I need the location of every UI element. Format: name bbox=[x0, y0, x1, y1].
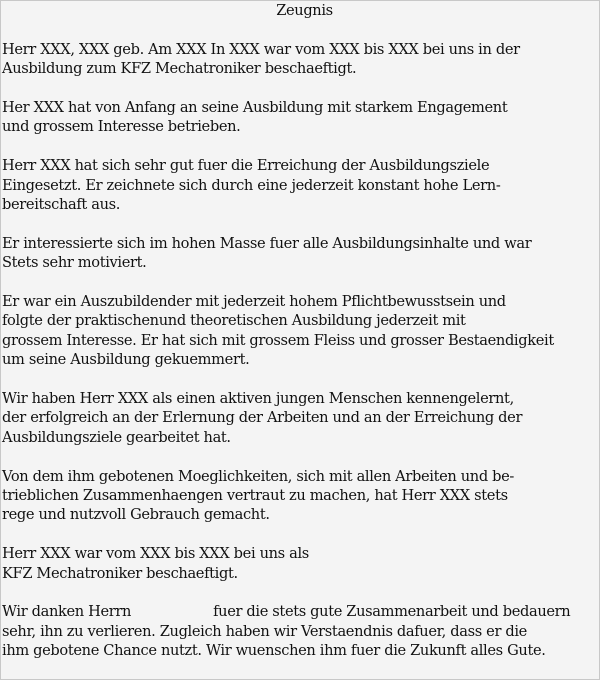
paragraph bbox=[2, 234, 599, 273]
paragraph-line: folgte der praktischenund theoretischen Ausbildung jederzeit mit bbox=[2, 312, 466, 330]
paragraph-line: Stets sehr motiviert. bbox=[2, 254, 147, 272]
closing-line-end: fuer die stets gute Zusammenarbeit und bedauern bbox=[213, 603, 571, 621]
paragraph-line: trieblichen Zusammenhaengen vertraut zu machen, hat Herr XXX stets bbox=[2, 487, 508, 505]
paragraph-line: und grossem Interesse betrieben. bbox=[2, 118, 241, 136]
paragraph bbox=[2, 467, 599, 525]
paragraph-line: KFZ Mechatroniker beschaeftigt. bbox=[2, 564, 238, 582]
paragraph-line: Herr XXX war vom XXX bis XXX bei uns als bbox=[2, 545, 309, 563]
paragraph bbox=[2, 389, 599, 447]
paragraph-line: grossem Interesse. Er hat sich mit grossem Fleiss und grosser Bestaendigkeit bbox=[2, 331, 554, 349]
paragraph-line: bereitschaft aus. bbox=[2, 196, 121, 213]
paragraph-line: Herr XXX hat sich sehr gut fuer die Erreichung der Ausbildungsziele bbox=[2, 157, 490, 175]
closing-line: ihm gebotene Chance nutzt. Wir wuenschen ihm fuer die Zukunft alles Gute. bbox=[2, 642, 546, 660]
paragraph-line: Er interessierte sich im hohen Masse fuer alle Ausbildungsinhalte und war bbox=[2, 234, 532, 252]
paragraph bbox=[2, 98, 599, 137]
closing-line bbox=[2, 602, 599, 621]
document-title: Zeugnis bbox=[276, 2, 333, 19]
paragraph bbox=[2, 544, 599, 583]
closing-line: sehr, ihn zu verlieren. Zugleich haben wir Verstaendnis dafuer, dass er die bbox=[2, 622, 527, 640]
paragraph-line: Ausbildung zum KFZ Mechatroniker beschaeftigt. bbox=[2, 60, 357, 78]
closing-line-start: Wir danken Herrn bbox=[2, 603, 132, 621]
paragraph bbox=[2, 292, 599, 370]
paragraph-line: Er war ein Auszubildender mit jederzeit hohem Pflichtbewusstsein und bbox=[2, 293, 506, 310]
paragraph-line: der erfolgreich an der Erlernung der Arbeiten und an der Erreichung der bbox=[2, 409, 523, 427]
paragraph-line: Ausbildungsziele gearbeitet hat. bbox=[2, 428, 231, 446]
paragraph-line: Herr XXX, XXX geb. Am XXX In XXX war vom XXX bis XXX bei uns in der bbox=[2, 40, 520, 58]
paragraph-line: Von dem ihm gebotenen Moeglichkeiten, sich mit allen Arbeiten und be- bbox=[2, 467, 514, 485]
paragraph-line: Eingesetzt. Er zeichnete sich durch eine jederzeit konstant hohe Lern- bbox=[2, 176, 501, 194]
paragraph-line: rege und nutzvoll Gebrauch gemacht. bbox=[2, 506, 270, 524]
paragraph bbox=[2, 40, 599, 79]
paragraph-line: Wir haben Herr XXX als einen aktiven jungen Menschen kennengelernt, bbox=[2, 390, 514, 408]
paragraph-line: um seine Ausbildung gekuemmert. bbox=[2, 351, 250, 369]
paragraph bbox=[2, 156, 599, 214]
closing-paragraph bbox=[2, 602, 599, 660]
paragraph-line: Her XXX hat von Anfang an seine Ausbildung mit starkem Engagement bbox=[2, 98, 508, 116]
